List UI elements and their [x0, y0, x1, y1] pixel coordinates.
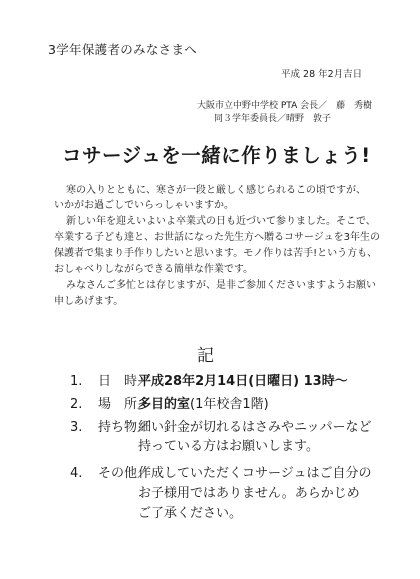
item-value-belongings-cont: 持っている方はお願いします。: [138, 439, 319, 454]
greeting-line: 3学年保護者のみなさまへ: [48, 42, 198, 57]
item-number: 3.: [70, 420, 83, 435]
body-paragraph-line: いかがお過ごしでいらっしゃいますか。: [54, 200, 234, 211]
document-title: コサージュを一緒に作りましょう!: [62, 144, 371, 167]
body-paragraph-line: 卒業する子ども達と、お世話になった先生方へ贈るコサージュを3年生の: [54, 232, 380, 243]
body-paragraph-line: 申しあげます。: [54, 296, 124, 307]
body-paragraph-line: おしゃべりしながらできる簡単な作業です。: [54, 264, 254, 275]
item-value-place: [138, 397, 269, 413]
item-value-other-cont2: ご了承ください。: [138, 506, 243, 521]
place-building: (1年校舎1階): [190, 397, 269, 412]
body-paragraph-line: 寒の入りとともに、寒さが一段と厳しく感じられるこの頃ですが、: [66, 185, 366, 196]
item-number: 4.: [70, 466, 83, 481]
sender-committee-chair: 同３学年委員長／晴野 敦子: [214, 114, 332, 124]
item-label-other: その他／: [98, 466, 151, 481]
body-paragraph-line: 新しい年を迎えいよいよ卒業式の日も近づいて参りました。そこで、: [66, 216, 376, 227]
item-value-other-cont: お子様用ではありません。あらかじめ: [138, 486, 360, 501]
item-label-date: 日 時／: [98, 374, 151, 389]
body-paragraph-line: 保護者で集まり手作りしたいと思います。モノ作りは苦手!という方も、: [54, 248, 378, 259]
place-room: 多目的室: [138, 397, 191, 412]
notice-heading: 記: [197, 346, 214, 366]
item-label-belongings: 持ち物／: [98, 420, 151, 435]
item-value-belongings: 細い針金が切れるはさみやニッパーなど: [138, 420, 372, 435]
item-value-date: 平成28年2月14日(日曜日) 13時～: [138, 374, 348, 389]
item-label-place: 場 所／: [98, 397, 151, 412]
body-paragraph-line: みなさんご多忙とは存じますが、是非ご参加くださいますようお願い: [66, 280, 376, 291]
item-value-other: 作成していただくコサージュはご自分の: [138, 466, 372, 481]
item-number: 1.: [70, 374, 83, 389]
letter-date: 平成 28 年2月吉日: [281, 69, 363, 80]
sender-pta-president: 大阪市立中野中学校 PTA 会長／ 藤 秀樹: [197, 101, 373, 111]
item-number: 2.: [70, 397, 83, 412]
